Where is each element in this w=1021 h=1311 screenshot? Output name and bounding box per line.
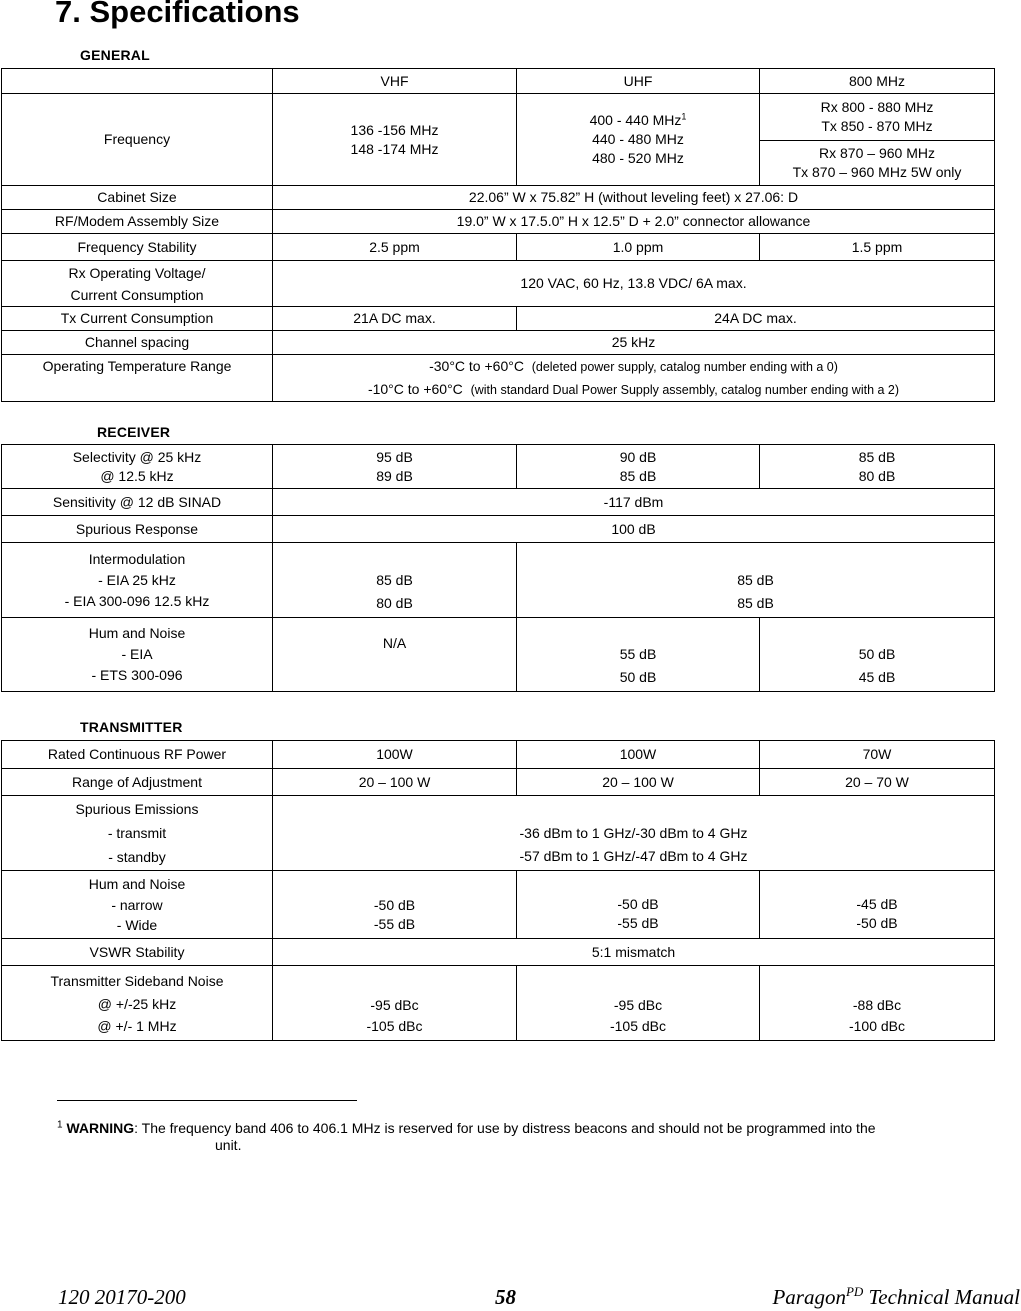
receiver-heading: RECEIVER (97, 424, 171, 440)
table-row (2, 741, 995, 769)
footnote-divider (57, 1100, 357, 1101)
table-row (2, 871, 995, 939)
footnote-label: WARNING (66, 1120, 135, 1136)
table-row (2, 307, 995, 331)
row-label: Sensitivity @ 12 dB SINAD (2, 489, 273, 516)
row-label: VSWR Stability (2, 939, 273, 966)
row-label: Spurious Response (2, 516, 273, 543)
cell-line: Rx 800 - 880 MHz (820, 99, 934, 115)
cell-line: Tx 870 – 960 MHz 5W only (792, 164, 962, 180)
table-row (2, 234, 995, 261)
cell-line: Spurious Emissions (75, 801, 199, 817)
cell-line: 85 dB (737, 572, 774, 588)
table-row (2, 445, 995, 489)
col-uhf-header: UHF (517, 69, 760, 94)
table-cell (273, 94, 517, 186)
table-cell: 1.0 ppm (517, 234, 760, 261)
cell-line: Rx 870 – 960 MHz (819, 145, 935, 161)
cell-line: 90 dB (619, 448, 657, 465)
table-cell (517, 543, 995, 618)
row-label: Range of Adjustment (2, 769, 273, 796)
cell-line: -50 dB (617, 896, 659, 912)
table-row (2, 331, 995, 355)
table-cell (273, 543, 517, 618)
footnote (57, 1120, 977, 1154)
cell-line: -105 dBc (366, 1018, 423, 1034)
row-label: Frequency Stability (2, 234, 273, 261)
table-cell (2, 69, 273, 94)
cell-line: 85 dB (737, 595, 774, 611)
cell-line: Selectivity @ 25 kHz (72, 448, 202, 465)
table-row (2, 939, 995, 966)
general-heading: GENERAL (80, 47, 150, 63)
cell-line: -95 dBc (613, 997, 663, 1013)
row-label: Tx Current Consumption (2, 307, 273, 331)
cell-line: 89 dB (376, 467, 413, 484)
row-label: Frequency (2, 94, 273, 186)
manual-superscript: PD (845, 1284, 864, 1299)
cell-line: 80 dB (376, 595, 413, 611)
row-label (2, 543, 273, 618)
row-label (2, 871, 273, 939)
cell-line: 85 dB (858, 448, 896, 465)
table-cell (273, 871, 517, 939)
cell-line: Tx 850 - 870 MHz (821, 118, 933, 134)
row-label: Channel spacing (2, 331, 273, 355)
cell-line: -55 dB (617, 915, 659, 931)
row-label: Rated Continuous RF Power (2, 741, 273, 769)
table-cell: 20 – 100 W (273, 769, 517, 796)
manual-suffix: Technical Manual (863, 1285, 1020, 1309)
table-row (2, 69, 995, 94)
cell-line: -57 dBm to 1 GHz/-47 dBm to 4 GHz (519, 848, 748, 864)
table-cell: 100W (273, 741, 517, 769)
row-label: Cabinet Size (2, 186, 273, 210)
table-cell: 20 – 100 W (517, 769, 760, 796)
transmitter-table (1, 740, 995, 1041)
row-label (2, 618, 273, 692)
cell-line: -50 dB (856, 915, 898, 931)
transmitter-heading: TRANSMITTER (80, 719, 183, 735)
table-cell (273, 966, 517, 1041)
cell-line (277, 378, 990, 401)
table-row (2, 210, 995, 234)
table-row (2, 516, 995, 543)
cell-line: 85 dB (619, 467, 657, 484)
table-row (2, 618, 995, 692)
row-label (2, 445, 273, 489)
row-label (2, 796, 273, 871)
cell-line: Rx Operating Voltage/ (68, 264, 206, 281)
table-row (2, 966, 995, 1041)
manual-title (772, 1285, 1020, 1310)
cell-line: - EIA 25 kHz (98, 571, 176, 588)
table-cell: 22.06” W x 75.82” H (without leveling feet) x 27.06: D (273, 186, 995, 210)
col-vhf-header: VHF (273, 69, 517, 94)
row-label (2, 261, 273, 307)
page-title: 7. Specifications (55, 0, 300, 29)
cell-note: (deleted power supply, catalog number ending with a 0) (531, 360, 838, 374)
table-row (2, 489, 995, 516)
cell-line: Intermodulation (88, 550, 186, 567)
cell-line: - transmit (107, 825, 167, 841)
cell-line: 480 - 520 MHz (592, 150, 684, 166)
footnote-text: : The frequency band 406 to 406.1 MHz is reserved for use by distress beacons and should not be programmed into the (134, 1120, 876, 1136)
table-cell: 19.0” W x 17.5.0” H x 12.5” D + 2.0” connector allowance (273, 210, 995, 234)
cell-line: Transmitter Sideband Noise (50, 973, 224, 989)
cell-line: - Wide (116, 917, 158, 933)
table-row (2, 355, 995, 402)
table-cell: -117 dBm (273, 489, 995, 516)
page-number: 58 (495, 1285, 516, 1309)
table-cell: 1.5 ppm (760, 234, 995, 261)
general-table (1, 68, 995, 402)
manual-prefix: Paragon (772, 1285, 846, 1309)
cell-line: @ +/- 1 MHz (97, 1018, 177, 1034)
table-cell (760, 618, 995, 692)
table-cell (273, 445, 517, 489)
table-cell (760, 966, 995, 1041)
table-row (2, 261, 995, 307)
table-row (2, 543, 995, 618)
cell-line: 440 - 480 MHz (592, 131, 684, 147)
cell-line: -55 dB (373, 916, 416, 932)
cell-line: - EIA 300-096 12.5 kHz (64, 592, 210, 609)
cell-line: - ETS 300-096 (91, 667, 183, 683)
table-cell: 25 kHz (273, 331, 995, 355)
cell-line: 136 -156 MHz (350, 121, 439, 138)
cell-line: -105 dBc (609, 1018, 667, 1034)
cell-line: @ +/-25 kHz (97, 996, 177, 1012)
table-cell (760, 445, 995, 489)
cell-line: 95 dB (376, 448, 413, 465)
footnote-number: 1 (57, 1119, 63, 1131)
cell-line: - standby (108, 849, 166, 865)
table-cell: 24A DC max. (517, 307, 995, 331)
table-cell: 21A DC max. (273, 307, 517, 331)
cell-text: 400 - 440 MHz (589, 112, 682, 128)
cell-line: -88 dBc (852, 997, 902, 1013)
table-cell (517, 618, 760, 692)
table-cell (517, 871, 760, 939)
footnote-ref[interactable]: 1 (681, 111, 687, 122)
cell-text: -10°C to +60°C (367, 381, 463, 397)
table-cell: 2.5 ppm (273, 234, 517, 261)
table-cell (273, 796, 995, 871)
table-cell (517, 94, 760, 186)
table-cell (760, 94, 995, 141)
cell-line (277, 355, 990, 378)
cell-line: Hum and Noise (88, 876, 186, 892)
cell-line: 50 dB (619, 669, 657, 685)
table-row (2, 796, 995, 871)
cell-line: 55 dB (619, 646, 657, 662)
table-cell (760, 871, 995, 939)
cell-line: 85 dB (376, 572, 413, 588)
cell-line: -100 dBc (848, 1018, 906, 1034)
row-label: RF/Modem Assembly Size (2, 210, 273, 234)
cell-line: -36 dBm to 1 GHz/-30 dBm to 4 GHz (519, 825, 748, 841)
cell-line: 45 dB (858, 669, 896, 685)
cell-line: @ 12.5 kHz (100, 467, 174, 484)
cell-line: 50 dB (858, 646, 896, 662)
table-cell: 120 VAC, 60 Hz, 13.8 VDC/ 6A max. (273, 261, 995, 307)
table-cell: 5:1 mismatch (273, 939, 995, 966)
table-cell: 100W (517, 741, 760, 769)
cell-line: Current Consumption (70, 286, 204, 303)
row-label: Operating Temperature Range (2, 355, 273, 402)
receiver-table (1, 444, 995, 692)
table-row (2, 769, 995, 796)
table-cell (760, 141, 995, 186)
table-row (2, 94, 995, 141)
cell-line: -45 dB (856, 896, 898, 912)
table-cell (517, 445, 760, 489)
cell-line: 148 -174 MHz (350, 140, 439, 157)
cell-line: Hum and Noise (88, 625, 186, 641)
col-800-header: 800 MHz (760, 69, 995, 94)
cell-line: 80 dB (858, 467, 896, 484)
cell-line: -50 dB (373, 897, 416, 913)
table-cell (517, 966, 760, 1041)
table-cell: 100 dB (273, 516, 995, 543)
table-cell: 20 – 70 W (760, 769, 995, 796)
footnote-text-continued: unit. (215, 1137, 242, 1153)
table-cell: 70W (760, 741, 995, 769)
row-label (2, 966, 273, 1041)
cell-line: - narrow (111, 897, 163, 913)
cell-line: - EIA (121, 646, 153, 662)
cell-text: -30°C to +60°C (429, 358, 524, 374)
table-row (2, 186, 995, 210)
doc-number: 120 20170-200 (58, 1285, 186, 1309)
cell-line (521, 111, 755, 130)
cell-note: (with standard Dual Power Supply assembly, catalog number ending with a 2) (470, 383, 900, 397)
table-cell (273, 355, 995, 402)
cell-line: -95 dBc (370, 997, 419, 1013)
table-cell: N/A (273, 618, 517, 692)
